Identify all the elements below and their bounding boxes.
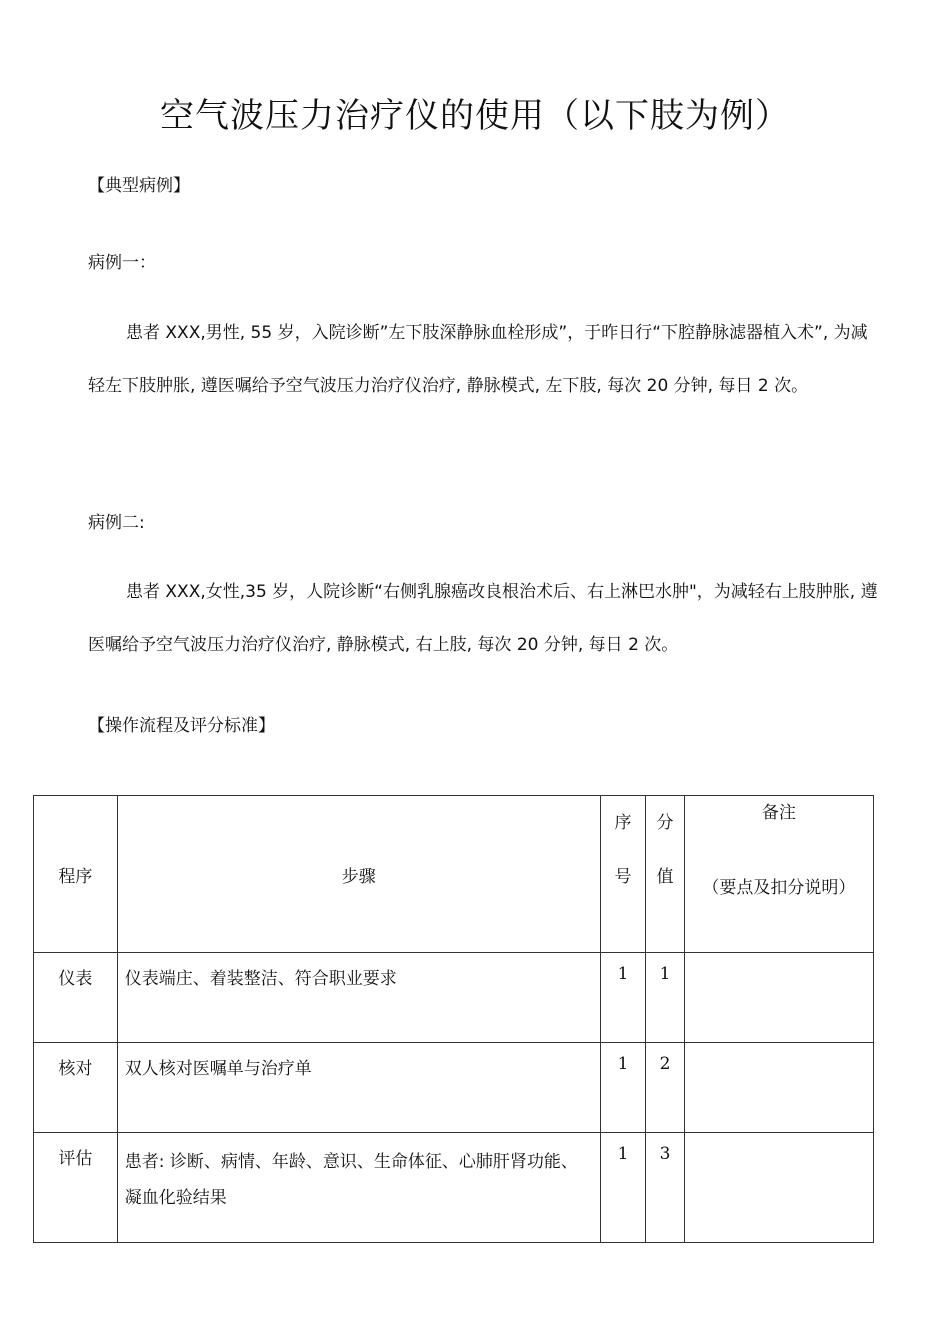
table-row [34,953,874,1043]
header-number-char2: 号 [614,867,632,887]
row-note [684,1133,873,1243]
row-number: 1 [600,1133,645,1243]
header-number [600,796,645,953]
row-note [684,953,873,1043]
section-heading-cases: 【典型病例】 [88,176,190,196]
scoring-table [33,795,874,1243]
row-step: 患者: 诊断、病情、年龄、意识、生命体征、心肺肝肾功能、凝血化验结果 [117,1133,600,1243]
table-row [34,1133,874,1243]
table-row [34,1043,874,1133]
header-score [646,796,685,953]
row-program: 核对 [34,1043,118,1133]
row-step: 仪表端庄、着装整洁、符合职业要求 [117,953,600,1043]
case2-text: 患者 XXX,女性,35 岁，人院诊断“右侧乳腺癌改良根治术后、右上淋巴水肿"，为减轻右上肢肿胀, 遵医嘱给予空气波压力治疗仪治疗, 静脉模式, 右上肢, 每次 20 分钟, 每日 2 次。 [88,582,878,655]
header-score-char1: 分 [656,813,674,833]
row-program: 评估 [34,1133,118,1243]
header-program: 程序 [34,796,118,953]
row-score: 2 [646,1043,685,1133]
row-step: 双人核对医嘱单与治疗单 [117,1043,600,1133]
row-program: 仪表 [34,953,118,1043]
page-title: 空气波压力治疗仪的使用（以下肢为例） [160,96,790,136]
table-header-row [34,796,874,953]
case1-text: 患者 XXX,男性, 55 岁，入院诊断”左下肢深静脉血栓形成”，于昨日行“下腔静脉滤器植入术”, 为减轻左下肢肿胀, 遵医嘱给予空气波压力治疗仪治疗, 静脉模式, 左下肢, 每次 20 分钟, 每日 2 次。 [88,323,868,396]
case1-label: 病例一： [88,253,156,273]
section-heading-flow: 【操作流程及评分标准】 [88,716,275,736]
header-note-sub: （要点及扣分说明） [702,878,856,898]
case2-label: 病例二: [88,513,145,533]
row-number: 1 [600,1043,645,1133]
header-step: 步骤 [117,796,600,953]
header-note-title: 备注 [761,803,796,823]
header-number-char1: 序 [614,813,632,833]
header-note [684,796,873,953]
row-score: 3 [646,1133,685,1243]
row-note [684,1043,873,1133]
header-score-char2: 值 [656,867,674,887]
row-number: 1 [600,953,645,1043]
row-score: 1 [646,953,685,1043]
